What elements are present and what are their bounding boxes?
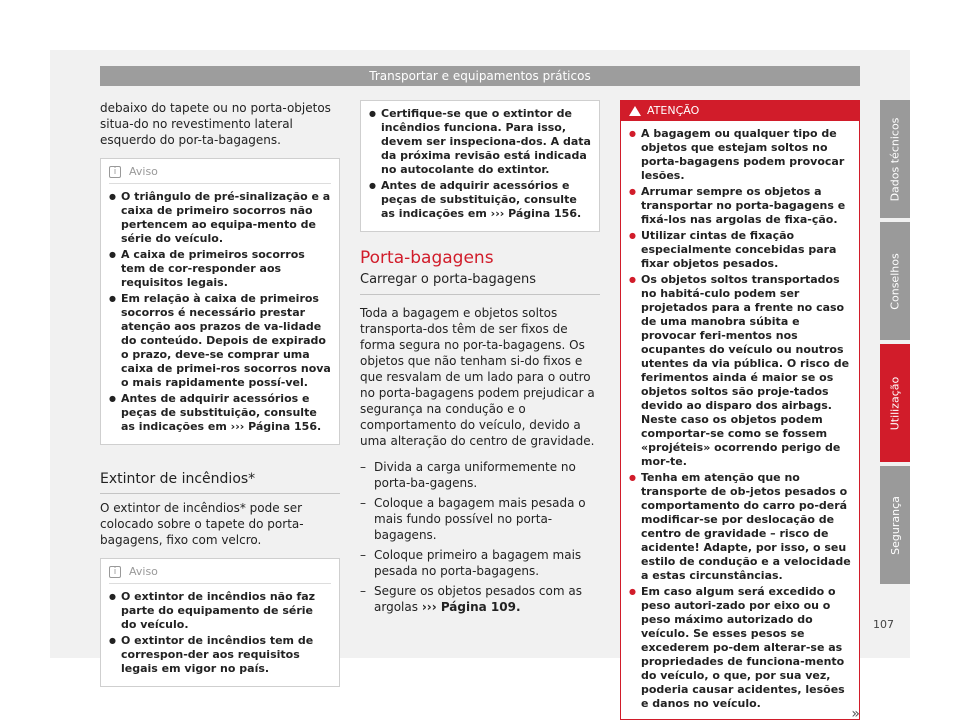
body-text: Toda a bagagem e objetos soltos transporta-dos têm de ser fixos de forma segura no por-ta-bagagens. Os objetos que não tenham si-do fixos e que resvalam de um lado para o outro no porta-bagagens podem prejudicar a segurança na condução e o comportamento do veículo, devido a uma alteração do centro de gravidade. <box>360 306 595 448</box>
list-item: ● Arrumar sempre os objetos a transportar no porta-bagagens e fixá-los nas argolas de fixa-ção. <box>629 185 851 227</box>
list-item: ● Certifique-se que o extintor de incêndios funciona. Para isso, devem ser inspeciona-dos. A data da próxima revisão está indicada no autocolante do extintor. <box>369 107 591 177</box>
list-item: ● O extintor de incêndios não faz parte do equipamento de série do veículo. <box>109 590 331 632</box>
tab-label: Utilização <box>888 376 902 430</box>
aviso-box-1 <box>100 158 340 445</box>
column-2 <box>360 100 600 619</box>
list-item-text: Antes de adquirir acessórios e peças de substituição, consulte as indicações em <box>381 179 577 220</box>
column-1 <box>100 100 340 699</box>
aviso-box-continued <box>360 100 600 232</box>
step-item: – Coloque primeiro a bagagem mais pesada no porta-bagagens. <box>360 547 600 579</box>
tab-conselhos[interactable] <box>880 222 910 340</box>
aviso-title: Aviso <box>129 165 158 178</box>
chapter-title: Porta-bagagens <box>360 248 494 268</box>
warning-body <box>621 121 859 719</box>
page-reference-link[interactable]: ››› Página 156. <box>230 420 322 433</box>
tab-label: Conselhos <box>888 252 902 310</box>
list-item: ● Utilizar cintas de fixação especialmente concebidas para fixar objetos pesados. <box>629 229 851 271</box>
page-number: 107 <box>873 618 894 631</box>
tab-label: Segurança <box>888 495 902 555</box>
aviso-header <box>109 165 331 184</box>
list-item <box>109 392 331 434</box>
list-item: ● Em relação à caixa de primeiros socorros é necessário prestar atenção aos prazos de va-lidade do conteúdo. Depois de expirado o prazo, deve-se comprar uma caixa de primei-ros socorros nova o mais rapidamente possí-vel. <box>109 292 331 390</box>
subsection-title: Carregar o porta-bagagens <box>360 272 600 295</box>
list-item: ● O triângulo de pré-sinalização e a caixa de primeiro socorros não pertencem ao equipa-mento de série do veículo. <box>109 190 331 246</box>
tab-label: Dados técnicos <box>888 117 902 201</box>
aviso-header <box>109 565 331 584</box>
section-title: Extintor de incêndios* <box>100 471 340 494</box>
aviso-box-2 <box>100 558 340 687</box>
list-item: ● A caixa de primeiros socorros tem de cor-responder aos requisitos legais. <box>109 248 331 290</box>
step-text: Segure os objetos pesados com as argolas <box>374 584 582 614</box>
tab-dados-tecnicos[interactable] <box>880 100 910 218</box>
step-item: – Coloque a bagagem mais pesada o mais fundo possível no porta-bagagens. <box>360 495 600 543</box>
aviso-title: Aviso <box>129 565 158 578</box>
step-item <box>360 583 600 615</box>
list-item-text: Antes de adquirir acessórios e peças de substituição, consulte as indicações em <box>121 392 317 433</box>
warning-title: ATENÇÃO <box>647 104 700 117</box>
warning-header <box>621 101 859 121</box>
warning-box <box>620 100 860 720</box>
list-item <box>369 179 591 221</box>
column-3 <box>620 100 860 722</box>
intro-text: debaixo do tapete ou no porta-objetos situa-do no revestimento lateral esquerdo do por-ta-bagagens. <box>100 101 331 147</box>
step-item: – Divida a carga uniformemente no porta-ba-gagens. <box>360 459 600 491</box>
list-item: ● Em caso algum será excedido o peso autori-zado por eixo ou o peso máximo autorizado do veículo. Se esses pesos se excederem po-dem alterar-se as propriedades de funciona-mento do veículo, o que, por sua vez, poderia causar acidentes, lesões e danos no veículo. <box>629 585 851 711</box>
info-icon: i <box>109 566 121 578</box>
page-header: Transportar e equipamentos práticos <box>100 66 860 86</box>
section-text: O extintor de incêndios* pode ser colocado sobre o tapete do porta-bagagens, fixo com velcro. <box>100 501 304 547</box>
list-item: ● Tenha em atenção que no transporte de ob-jetos pesados o comportamento do carro po-derá modificar-se por deslocação de centro de gravidade – risco de acidente! Adapte, por isso, o seu estilo de condução e a velocidade a estas circunstâncias. <box>629 471 851 583</box>
page-reference-link[interactable]: ››› Página 109. <box>421 600 521 614</box>
page-reference-link[interactable]: ››› Página 156. <box>490 207 582 220</box>
chapter-tabs <box>880 100 910 588</box>
info-icon: i <box>109 166 121 178</box>
tab-utilizacao[interactable] <box>880 344 910 462</box>
list-item: ● O extintor de incêndios tem de correspon-der aos requisitos legais em vigor no país. <box>109 634 331 676</box>
list-item: ● A bagagem ou qualquer tipo de objetos que estejam soltos no porta-bagagens podem provocar lesões. <box>629 127 851 183</box>
tab-seguranca[interactable] <box>880 466 910 584</box>
list-item: ● Os objetos soltos transportados no habitá-culo podem ser projetados para a frente no caso de uma manobra súbita e provocar feri-mentos nos ocupantes do veículo ou noutros utentes da via pública. O risco de ferimentos ainda é maior se os objetos soltos são proje-tados devido ao disparo dos airbags. Neste caso os objetos podem comportar-se como se fossem «projéteis» ocorrendo perigo de mor-te. <box>629 273 851 469</box>
continued-arrow-icon: » <box>851 706 860 722</box>
warning-icon <box>629 106 641 116</box>
